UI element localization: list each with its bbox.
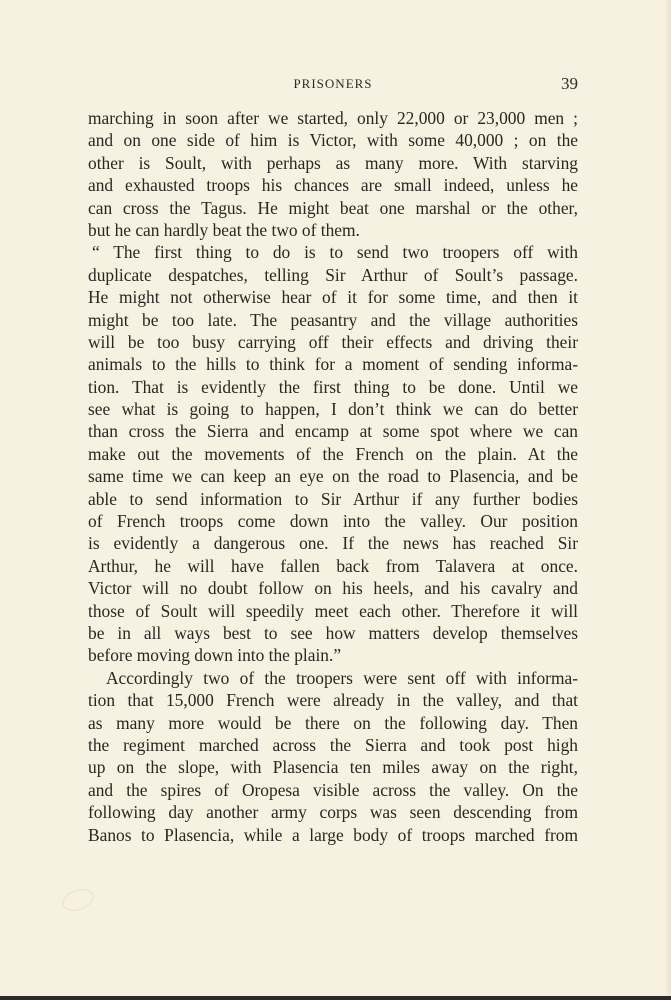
- page-number: 39: [561, 74, 578, 93]
- paper-stain: [60, 885, 97, 915]
- text-line: make out the movements of the French on the plain. At the: [88, 443, 578, 464]
- text-line: as many more would be there on the following day. Then: [88, 712, 578, 733]
- text-line: those of Soult will speedily meet each other. Therefore it will: [88, 600, 578, 621]
- text-line: He might not otherwise hear of it for some time, and then it: [88, 287, 578, 308]
- text-line: tion that 15,000 French were already in the valley, and that: [88, 690, 578, 711]
- scan-bottom-edge: [0, 996, 671, 1000]
- text-line: “ The first thing to do is to send two troopers off with: [92, 242, 578, 263]
- text-line: tion. That is evidently the first thing to be done. Until we: [88, 376, 578, 397]
- text-line: duplicate despatches, telling Sir Arthur of Soult’s passage.: [88, 264, 578, 285]
- text-line: be in all ways best to see how matters develop themselves: [88, 622, 578, 643]
- text-line: and on one side of him is Victor, with some 40,000 ; on the: [88, 130, 578, 151]
- text-line: see what is going to happen, I don’t think we can do better: [88, 399, 578, 420]
- text-line: than cross the Sierra and encamp at some spot where we can: [88, 421, 578, 442]
- text-line: up on the slope, with Plasencia ten miles away on the right,: [88, 757, 578, 778]
- page-header: [88, 74, 578, 94]
- text-line: Victor will no doubt follow on his heels, and his cavalry and: [88, 578, 578, 599]
- text-line: able to send information to Sir Arthur if any further bodies: [88, 488, 578, 509]
- text-line: is evidently a dangerous one. If the news has reached Sir: [88, 533, 578, 554]
- text-line: other is Soult, with perhaps as many more. With starving: [88, 152, 578, 173]
- text-line: Accordingly two of the troopers were sent off with informa-: [106, 667, 578, 688]
- page-edge-shadow: [665, 0, 671, 1000]
- text-line: Banos to Plasencia, while a large body of troops marched from: [88, 824, 578, 845]
- text-line: but he can hardly beat the two of them.: [88, 219, 360, 240]
- body-text: [88, 107, 578, 846]
- text-line: marching in soon after we started, only 22,000 or 23,000 men ;: [88, 108, 578, 128]
- text-line: following day another army corps was seen descending from: [88, 802, 578, 823]
- text-line: will be too busy carrying off their effects and driving their: [88, 331, 578, 352]
- text-line: and exhausted troops his chances are small indeed, unless he: [88, 175, 578, 196]
- text-line: before moving down into the plain.”: [88, 645, 342, 666]
- text-line: might be too late. The peasantry and the village authorities: [88, 309, 578, 330]
- running-head: PRISONERS: [293, 76, 373, 91]
- text-line: same time we can keep an eye on the road to Plasencia, and be: [88, 466, 578, 487]
- text-line: animals to the hills to think for a moment of sending informa-: [88, 354, 578, 375]
- text-line: Arthur, he will have fallen back from Talavera at once.: [88, 555, 578, 576]
- text-line: of French troops come down into the valley. Our position: [88, 511, 578, 532]
- text-line: the regiment marched across the Sierra and took post high: [88, 734, 578, 755]
- text-line: and the spires of Oropesa visible across the valley. On the: [88, 779, 578, 800]
- text-line: can cross the Tagus. He might beat one marshal or the other,: [88, 197, 578, 218]
